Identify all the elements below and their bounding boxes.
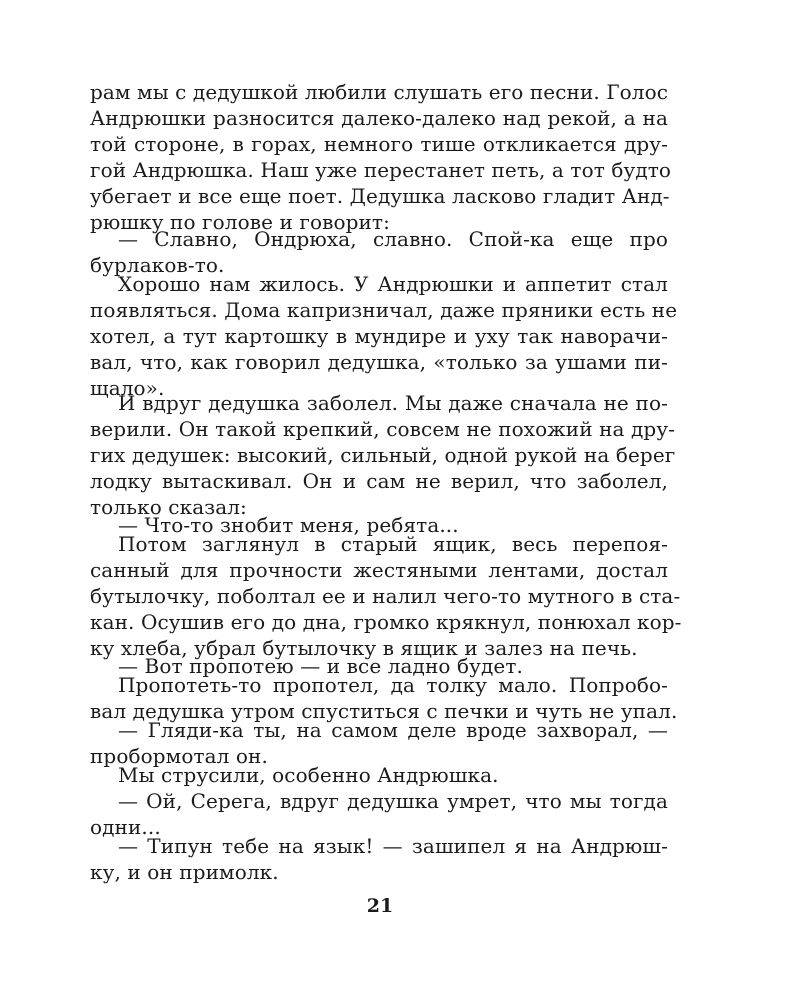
text-line: только сказал: (90, 495, 247, 519)
text-line: пробормотал он. (90, 744, 268, 768)
dialogue-line: — Типун тебе на язык! — зашипел я на Андрюш- (118, 834, 668, 858)
text-line: щало». (90, 376, 165, 400)
text-line: вал, что, как говорил дедушка, «только за ушами пи- (90, 350, 668, 374)
text-line: гих дедушек: высокий, сильный, одной рукой на берег (90, 443, 676, 467)
text-line: убегает и все еще поет. Дедушка ласково гладит Анд- (90, 184, 670, 208)
text-line: хотел, а тут картошку в мундире и уху так наворачи- (90, 324, 668, 348)
text-line: ку хлеба, убрал бутылочку в ящик и залез на печь. (90, 636, 638, 660)
paragraph-first-line: Хорошо нам жилось. У Андрюшки и аппетит стал (118, 272, 668, 296)
text-line: верили. Он такой крепкий, совсем не похожий на дру- (90, 417, 676, 441)
paragraph-first-line: И вдруг дедушка заболел. Мы даже сначала не по- (118, 391, 668, 415)
paragraph-first-line: Мы струсили, особенно Андрюшка. (118, 763, 499, 787)
text-line: рам мы с дедушкой любили слушать его песни. Голос (90, 80, 669, 104)
text-line: той стороне, в горах, немного тише откликается дру- (90, 132, 668, 156)
text-line: Андрюшки разносится далеко-далеко над рекой, а на (90, 106, 668, 130)
paragraph-first-line: Пропотеть-то пропотел, да толку мало. Попробо- (118, 673, 668, 697)
dialogue-line: — Ой, Серега, вдруг дедушка умрет, что мы тогда (118, 789, 668, 813)
paragraph-first-line: Потом заглянул в старый ящик, весь перепоя- (118, 532, 668, 556)
text-line: санный для прочности жестяными лентами, достал (90, 558, 668, 582)
page-number: 21 (366, 895, 394, 917)
text-line: появляться. Дома капризничал, даже пряники есть не (90, 298, 678, 322)
text-line: кан. Осушив его до дна, громко крякнул, понюхал кор- (90, 610, 682, 634)
text-line: бурлаков-то. (90, 253, 225, 277)
text-line: лодку вытаскивал. Он и сам не верил, что заболел, (90, 469, 668, 493)
text-line: гой Андрюшка. Наш уже перестанет петь, а тот будто (90, 158, 672, 182)
text-line: одни... (90, 815, 161, 839)
text-line: бутылочку, поболтал ее и налил чего-то мутного в ста- (90, 584, 681, 608)
dialogue-line: — Славно, Ондрюха, славно. Спой-ка еще про (118, 227, 668, 251)
text-line: вал дедушка утром спуститься с печки и чуть не упал. (90, 699, 678, 723)
dialogue-line: — Что-то знобит меня, ребята... (118, 513, 459, 537)
dialogue-line: — Вот пропотею — и все ладно будет. (118, 654, 523, 678)
text-line: ку, и он примолк. (90, 860, 279, 884)
text-line: рюшку по голове и говорит: (90, 210, 390, 234)
dialogue-line: — Гляди-ка ты, на самом деле вроде захворал, — (118, 718, 668, 742)
